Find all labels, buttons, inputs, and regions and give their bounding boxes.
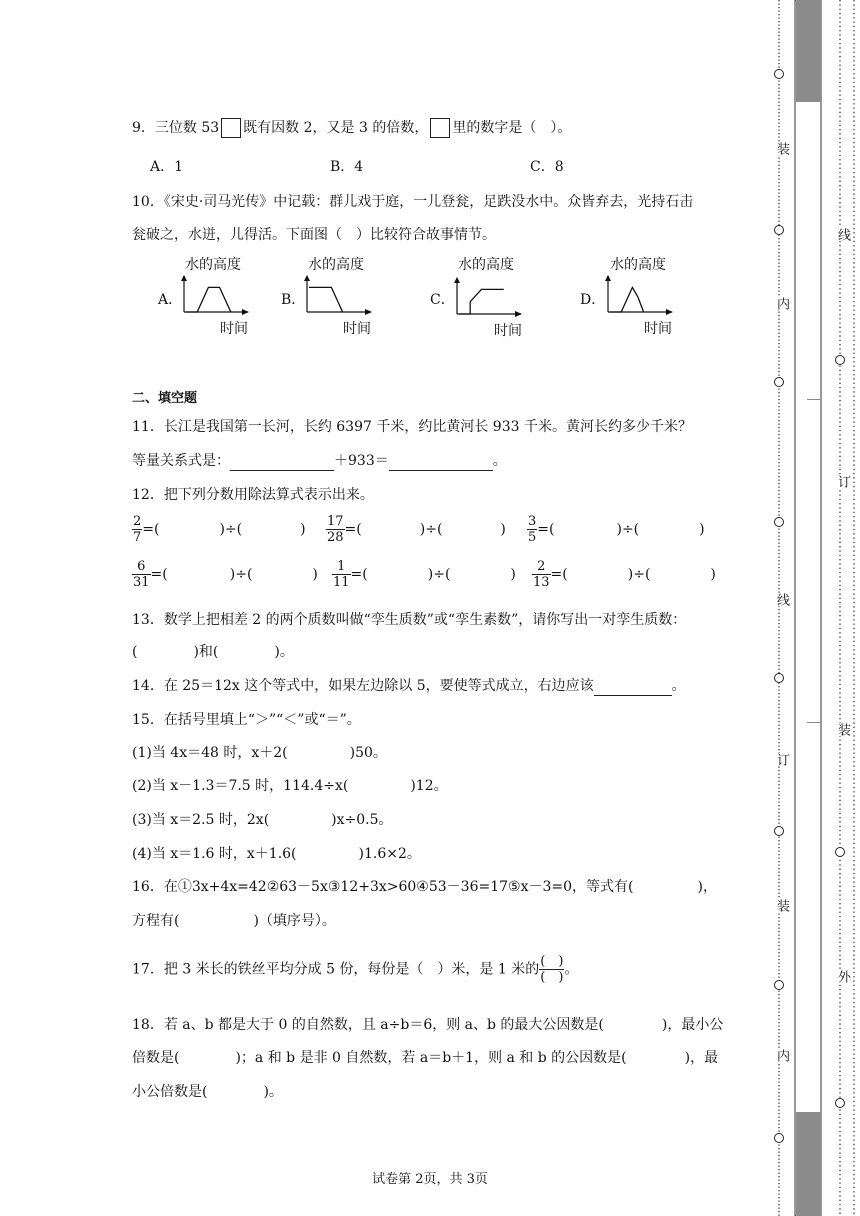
q18-line1: 18．若 a、b 都是大于 0 的自然数，且 a÷b＝6，则 a、b 的最大公因数是( )，最小公 bbox=[132, 1017, 724, 1033]
answer-box bbox=[430, 118, 450, 138]
fraction: $\frac{2}{7}$ bbox=[133, 514, 142, 545]
fraction: $\frac{6}{31}$ bbox=[133, 559, 150, 590]
y-axis-arrow bbox=[181, 275, 187, 281]
binding-label: 外 bbox=[835, 970, 850, 983]
q11-text-b: ＋933＝ bbox=[334, 453, 389, 469]
binding-label: 内 bbox=[774, 1049, 789, 1062]
binding-label: 线 bbox=[774, 593, 789, 606]
binding-hole bbox=[774, 826, 784, 836]
q15-item-3: (3)当 x＝2.5 时，2x( )x÷0.5。 bbox=[132, 812, 393, 828]
answer-box bbox=[221, 118, 241, 138]
fraction: $\frac{17}{28}$ bbox=[327, 514, 344, 545]
binding-label: ｜ bbox=[804, 393, 819, 406]
answer-blank bbox=[389, 452, 493, 471]
binding-hole bbox=[774, 673, 784, 683]
q11-line2 bbox=[132, 452, 507, 471]
series-line bbox=[309, 287, 343, 312]
q12-row-1c: $\frac{3}{5}$ =( )÷( ) bbox=[528, 514, 705, 545]
y-axis-arrow bbox=[304, 275, 310, 281]
y-axis-arrow bbox=[605, 275, 611, 281]
q13-line1: 13．数学上把相差 2 的两个质数叫做“孪生质数”或“孪生素数”，请你写出一对孪生质数： bbox=[132, 612, 687, 628]
q12-row-1: $\frac{2}{7}$ =( )÷( ) bbox=[133, 514, 306, 545]
q16-line1: 16．在①3x+4x=42②63－5x③12+3x>60④53－36=17⑤x－3=0，等式有( )， bbox=[132, 879, 717, 895]
series-line bbox=[459, 289, 504, 314]
q11-line1: 11．长江是我国第一长河，长约 6397 千米，约比黄河长 933 千米。黄河长约多少千米？ bbox=[132, 419, 692, 435]
chart-b bbox=[303, 272, 373, 318]
q12-row-2c: $\frac{2}{13}$ =( )÷( ) bbox=[533, 559, 716, 590]
x-axis-arrow bbox=[365, 309, 372, 315]
binding-label: ｜ bbox=[804, 716, 819, 729]
chart-b-xlabel: 时间 bbox=[343, 321, 371, 337]
x-axis-arrow bbox=[515, 311, 522, 317]
chart-c-xlabel: 时间 bbox=[494, 323, 522, 339]
chart-d-ylabel: 水的高度 bbox=[610, 257, 666, 273]
binding-hole bbox=[774, 517, 784, 527]
q12-row-2b: $\frac{1}{11}$ =( )÷( ) bbox=[333, 559, 516, 590]
q12-row-2: $\frac{6}{31}$ =( )÷( ) bbox=[133, 559, 318, 590]
q9-option-c: C．8 bbox=[530, 159, 564, 175]
binding-label: 装 bbox=[774, 142, 789, 155]
section-title: 二、填空题 bbox=[132, 391, 198, 406]
q9-text-a: 9．三位数 53 bbox=[132, 120, 220, 136]
chart-a-xlabel: 时间 bbox=[220, 321, 248, 337]
q10-line1: 10．《宋史·司马光传》中记载：群儿戏于庭，一儿登瓮，足跌没水中。众皆弃去，光持石击 bbox=[132, 194, 694, 210]
q9-text-c: 里的数字是（ ）。 bbox=[452, 120, 572, 136]
fraction: $\frac{( )}{( )}$ bbox=[540, 954, 564, 985]
binding-label: 订 bbox=[774, 753, 789, 766]
q12-row-1b: $\frac{17}{28}$ =( )÷( ) bbox=[327, 514, 506, 545]
q10-option-d: D． bbox=[580, 292, 606, 308]
binding-hole bbox=[835, 355, 845, 365]
q13-line2: ( )和( )。 bbox=[132, 644, 294, 660]
q9-text-b: 既有因数 2，又是 3 的倍数， bbox=[243, 120, 429, 136]
binding-hole bbox=[774, 980, 784, 990]
chart-d-xlabel: 时间 bbox=[644, 321, 672, 337]
fraction: $\frac{1}{11}$ bbox=[333, 559, 350, 590]
x-axis-arrow bbox=[666, 309, 673, 315]
q10-line2: 瓮破之，水迸，儿得活。下面图（ ）比较符合故事情节。 bbox=[132, 227, 496, 243]
binding-hole bbox=[774, 377, 784, 387]
series-line bbox=[186, 287, 231, 312]
x-axis-arrow bbox=[242, 309, 249, 315]
chart-d bbox=[604, 272, 674, 318]
binding-hole bbox=[774, 225, 784, 235]
q15-item-1: (1)当 4x＝48 时，x＋2( )50。 bbox=[132, 745, 387, 761]
chart-c-ylabel: 水的高度 bbox=[458, 257, 514, 273]
fraction: $\frac{2}{13}$ bbox=[533, 559, 550, 590]
y-axis-arrow bbox=[454, 277, 460, 283]
answer-blank bbox=[230, 452, 334, 471]
question-9 bbox=[132, 118, 571, 138]
binding-label: 内 bbox=[774, 297, 789, 310]
binding-label: 订 bbox=[835, 475, 850, 488]
q15-title: 15．在括号里填上“＞”“＜”或“＝”。 bbox=[132, 712, 361, 728]
binding-label: 装 bbox=[835, 723, 850, 736]
fraction: $\frac{3}{5}$ bbox=[528, 514, 537, 545]
q10-option-c: C． bbox=[430, 292, 455, 308]
chart-a-ylabel: 水的高度 bbox=[185, 257, 241, 273]
binding-hole bbox=[835, 847, 845, 857]
chart-c bbox=[453, 274, 523, 320]
q10-option-b: B． bbox=[281, 292, 306, 308]
binding-label: 装 bbox=[774, 899, 789, 912]
binding-lines bbox=[758, 0, 860, 1216]
q15-item-2: (2)当 x－1.3＝7.5 时，114.4÷x( )12。 bbox=[132, 778, 448, 794]
q18-line2: 倍数是( )；a 和 b 是非 0 自然数，若 a＝b＋1，则 a 和 b 的公因数是( )，最 bbox=[132, 1050, 719, 1066]
binding-margin bbox=[758, 0, 860, 1216]
question-17: 17．把 3 米长的铁丝平均分成 5 份，每份是（ ）米，是 1 米的 $\frac{( )}{( )}$ 。 bbox=[132, 954, 579, 985]
q18-line3: 小公倍数是( )。 bbox=[132, 1084, 283, 1100]
q10-option-a: A． bbox=[158, 292, 183, 308]
binding-hole bbox=[835, 1098, 845, 1108]
chart-b-ylabel: 水的高度 bbox=[308, 257, 364, 273]
page-footer: 试卷第 2页，共 3页 bbox=[372, 1172, 488, 1187]
binding-label: 线 bbox=[835, 228, 850, 241]
q12-text: 12．把下列分数用除法算式表示出来。 bbox=[132, 487, 374, 503]
binding-hole bbox=[774, 1133, 784, 1143]
q11-text-c: 。 bbox=[492, 453, 507, 469]
series-line bbox=[610, 287, 644, 312]
answer-blank bbox=[594, 677, 672, 696]
binding-hole bbox=[774, 69, 784, 79]
q9-option-b: B．4 bbox=[330, 159, 364, 175]
q11-text-a: 等量关系式是： bbox=[132, 453, 230, 469]
question-14: 14．在 25＝12x 这个等式中，如果左边除以 5，要使等式成立，右边应该 。 bbox=[132, 678, 686, 694]
q15-item-4: (4)当 x＝1.6 时，x＋1.6( )1.6×2。 bbox=[132, 846, 421, 862]
chart-a bbox=[180, 272, 250, 318]
q16-line2: 方程有( )（填序号）。 bbox=[132, 913, 336, 929]
q9-option-a: A．1 bbox=[150, 159, 184, 175]
